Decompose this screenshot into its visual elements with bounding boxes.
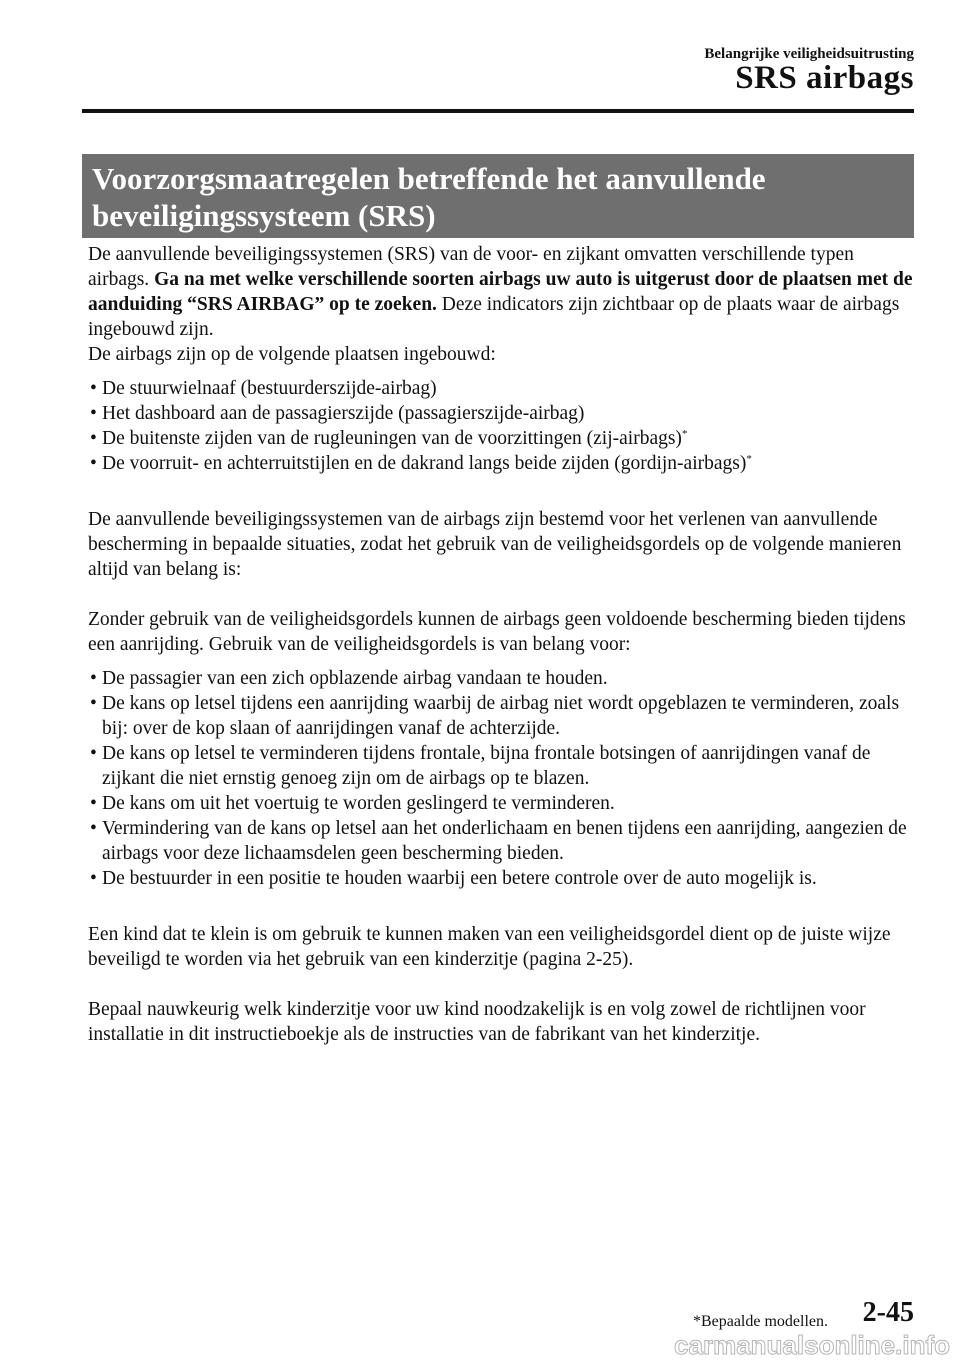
footnote: *Bepaalde modellen.: [692, 1313, 828, 1330]
intro-text-end: Deze indicators zijn zichtbaar op de plaats waar de airbags ingebouwd zijn.: [88, 294, 900, 340]
list-item: [88, 741, 914, 791]
list-item-text: De buitenste zijden van de rugleuningen van de voorzittingen (zij-airbags): [102, 428, 682, 449]
list-item-text: De stuurwielnaaf (bestuurderszijde-airbag): [102, 378, 437, 399]
page-number: 2-45: [862, 1297, 914, 1328]
list-item: [88, 866, 914, 891]
belt-reasons-list: [88, 666, 914, 891]
list-item: [88, 426, 914, 451]
watermark: carmanualsonline.info: [674, 1330, 950, 1360]
list-item-text: De passagier van een zich opblazende airbag vandaan te houden.: [102, 668, 608, 689]
bullet-icon: •: [90, 428, 97, 449]
child-paragraph: Een kind dat te klein is om gebruik te kunnen maken van een veiligheidsgordel dient op de juiste wijze beveiligd te worden via het gebruik van een kinderzitje (pagina 2-25).: [88, 924, 891, 970]
list-item-text: De kans om uit het voertuig te worden geslingerd te verminderen.: [102, 793, 615, 814]
bullet-icon: •: [90, 403, 97, 424]
bullet-icon: •: [90, 793, 97, 814]
list-item-text: De kans op letsel tijdens een aanrijding waarbij de airbag niet wordt opgeblazen te verminderen, zoals bij: over de kop slaan of aanrijdingen vanaf de achterzijde.: [102, 693, 900, 739]
list-item: [88, 376, 914, 401]
airbag-locations-list: [88, 376, 914, 476]
header-divider: [82, 109, 914, 113]
child-seat-paragraph: Bepaal nauwkeurig welk kinderzitje voor uw kind noodzakelijk is en volg zowel de richtlijnen voor installatie in dit instructieboekje als de instructies van de fabrikant van het kinderzitje.: [88, 999, 866, 1045]
list-item-text: Het dashboard aan de passagierszijde (passagierszijde-airbag): [102, 403, 585, 424]
topic-banner: [82, 154, 914, 238]
bullet-icon: •: [90, 668, 97, 689]
list-item-text: De kans op letsel te verminderen tijdens frontale, bijna frontale botsingen of aanrijdingen vanaf de zijkant die niet ernstig genoeg zijn om de airbags op te blazen.: [102, 743, 871, 789]
list-item-text: De voorruit- en achterruitstijlen en de dakrand langs beide zijden (gordijn-airbags): [102, 453, 747, 474]
intro-text: De aanvullende beveiligingssystemen (SRS) van de voor- en zijkant omvatten verschillende typen airbags.: [88, 244, 854, 290]
asterisk-mark: *: [681, 428, 688, 440]
chapter-title: SRS airbags: [735, 60, 914, 96]
bullet-icon: •: [90, 378, 97, 399]
bullet-icon: •: [90, 818, 97, 839]
list-item: [88, 666, 914, 691]
locations-heading: De airbags zijn op de volgende plaatsen ingebouwd:: [88, 344, 496, 365]
list-item: [88, 401, 914, 426]
intro-bold-text: Ga na met welke verschillende soorten airbags uw auto is uitgerust door de plaatsen met de aanduiding “SRS AIRBAG” op te zoeken.: [88, 269, 913, 315]
bullet-icon: •: [90, 743, 97, 764]
list-item-text: Vermindering van de kans op letsel aan het onderlichaam en benen tijdens een aanrijding, aangezien de airbags voor deze lichaamsdelen geen bescherming bieden.: [102, 818, 907, 864]
list-item: [88, 791, 914, 816]
banner-title-line-1: Voorzorgsmaatregelen betreffende het aanvullende: [92, 161, 766, 196]
list-item-text: De bestuurder in een positie te houden waarbij een betere controle over de auto mogelijk is.: [102, 868, 817, 889]
body-content: [88, 242, 914, 1047]
asterisk-mark: *: [746, 453, 752, 465]
bullet-icon: •: [90, 868, 97, 889]
list-item: [88, 691, 914, 741]
banner-title-line-2: beveiligingssysteem (SRS): [92, 198, 436, 233]
bullet-icon: •: [90, 693, 97, 714]
list-item: [88, 451, 914, 476]
bullet-icon: •: [90, 453, 97, 474]
without-belts-paragraph: Zonder gebruik van de veiligheidsgordels kunnen de airbags geen voldoende bescherming bieden tijdens een aanrijding. Gebruik van de veiligheidsgordels is van belang voor:: [88, 609, 906, 655]
section-title: Belangrijke veiligheidsuitrusting: [704, 46, 914, 62]
list-item: [88, 816, 914, 866]
intro-paragraph: [88, 242, 914, 342]
supplement-paragraph: De aanvullende beveiligingssystemen van de airbags zijn bestemd voor het verlenen van aanvullende bescherming in bepaalde situaties, zodat het gebruik van de veiligheidsgordels op de volgende manieren altijd van belang is:: [88, 509, 902, 580]
